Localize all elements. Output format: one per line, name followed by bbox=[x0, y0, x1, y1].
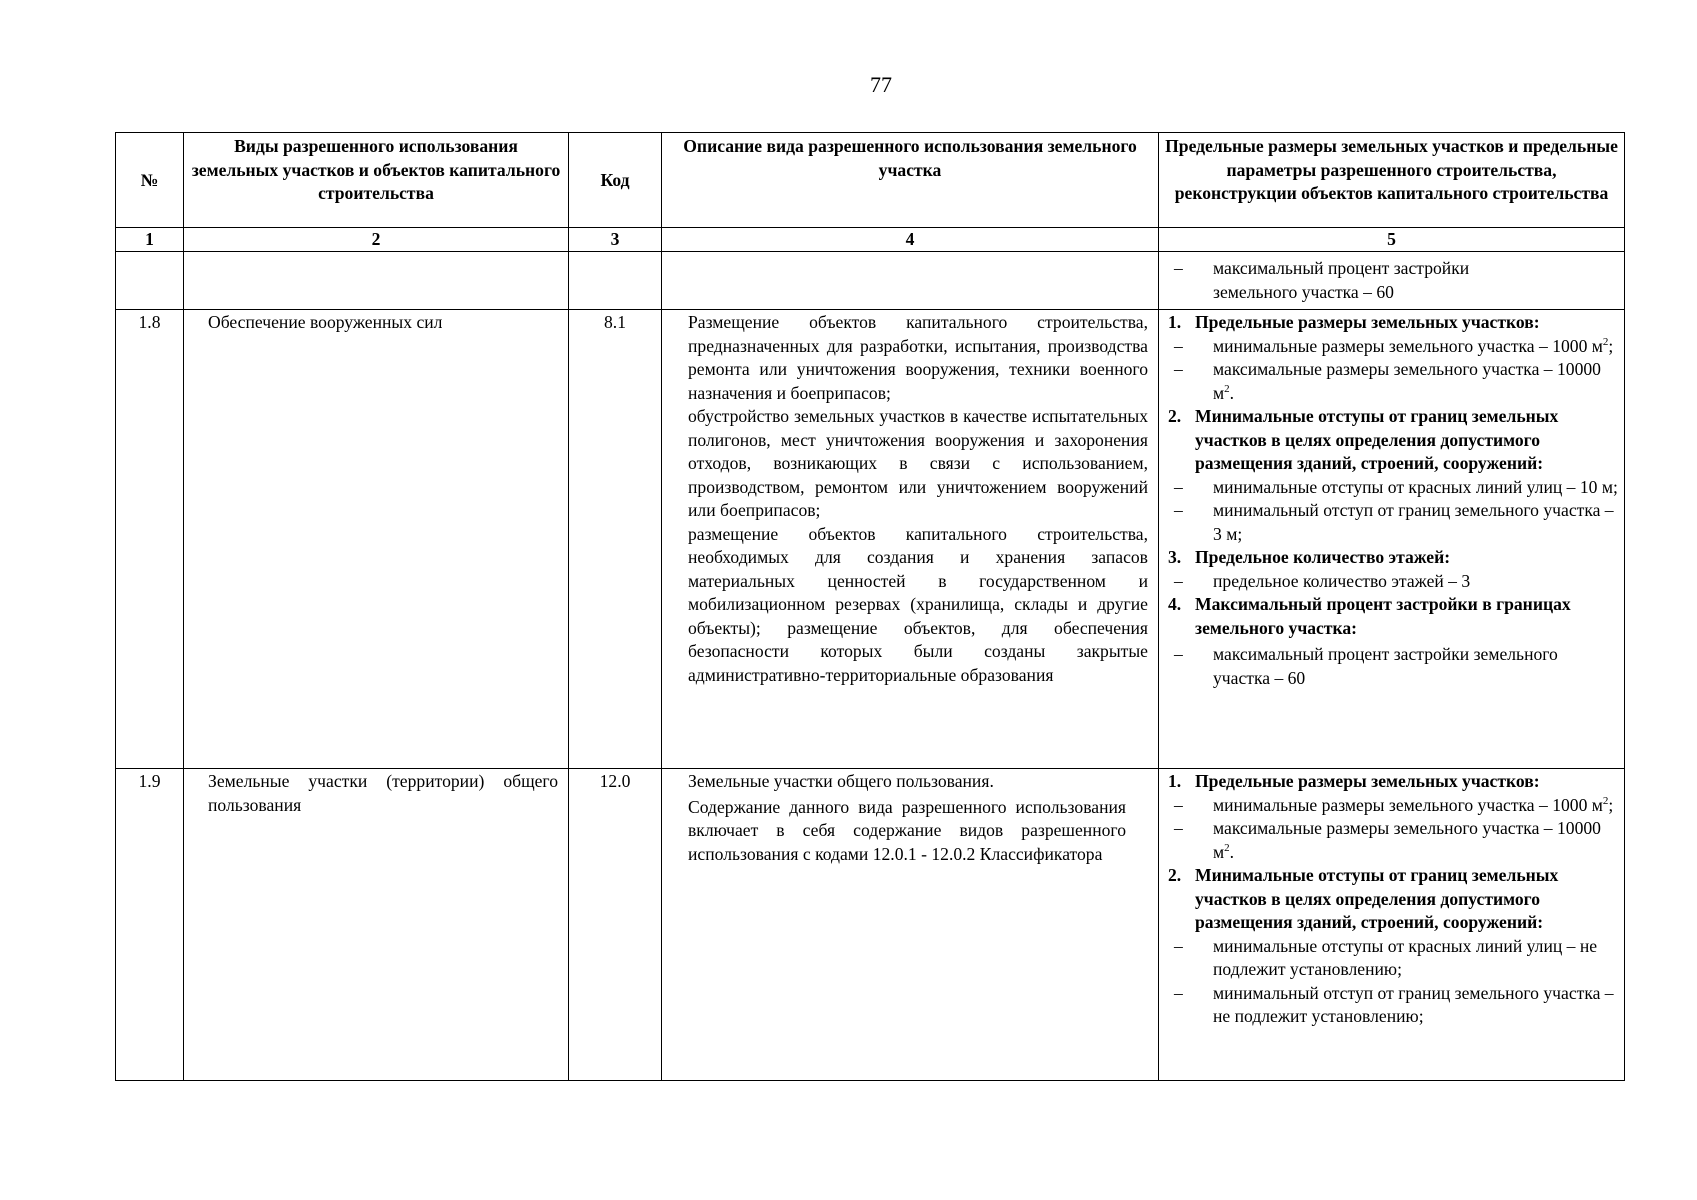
limit-item: – максимальные размеры земельного участка – 10000 $м^2$. bbox=[1168, 358, 1618, 405]
use-type: Земельные участки (территории) общего пользования bbox=[184, 769, 569, 1081]
column-numbers-row bbox=[116, 228, 1625, 252]
dash-marker: – bbox=[1174, 935, 1183, 956]
coverage-item bbox=[1168, 257, 1618, 304]
column-number: 1 bbox=[116, 228, 184, 252]
column-number: 2 bbox=[184, 228, 569, 252]
dash-marker: – bbox=[1174, 644, 1183, 664]
header-no: № bbox=[116, 133, 184, 228]
dash-marker: – bbox=[1174, 500, 1183, 520]
header-description: Описание вида разрешенного использования земельного участка bbox=[662, 133, 1159, 228]
column-number: 3 bbox=[569, 228, 662, 252]
limit-item: – максимальный процент застройки земельного участка – 60 bbox=[1168, 643, 1618, 690]
limits-heading: 2. Минимальные отступы от границ земельных участков в целях определения допустимого размещения зданий, строений, сооружений: bbox=[1168, 865, 1559, 932]
use-description bbox=[662, 769, 1159, 1081]
description-paragraph: размещение объектов капитального строительства, необходимых для создания и хранения запасов материальных ценностей в государственном и мобилизационном резервах (хранилища, склады и другие объекты); размещение объектов, для обеспечения безопасности которых были созданы закрытые административно-территориальные образования bbox=[688, 523, 1148, 685]
description-paragraph: Земельные участки общего пользования. bbox=[688, 771, 994, 791]
dash-marker: – bbox=[1174, 335, 1183, 356]
header-limits: Предельные размеры земельных участков и предельные параметры разрешенного строительства, реконструкции объектов капитального строительства bbox=[1159, 133, 1625, 228]
coverage-text: максимальный процент застройки bbox=[1213, 258, 1470, 278]
description-paragraph: Размещение объектов капитального строительства, предназначенных для разработки, испытания, производства ремонта или уничтожения вооружения, техники военного назначения и боеприпасов; bbox=[688, 312, 1148, 403]
limits-heading: 3. Предельное количество этажей: bbox=[1168, 547, 1451, 567]
land-use-table bbox=[115, 132, 1625, 1081]
limits-heading: 1. Предельные размеры земельных участков: bbox=[1168, 771, 1540, 791]
use-limits bbox=[1159, 769, 1625, 1081]
header-code: Код bbox=[569, 133, 662, 228]
dash-marker: – bbox=[1174, 359, 1183, 379]
dash-marker: – bbox=[1174, 258, 1183, 278]
dash-marker: – bbox=[1174, 794, 1183, 815]
dash-marker: – bbox=[1174, 570, 1183, 591]
coverage-text: земельного участка – 60 bbox=[1213, 281, 1394, 302]
description-paragraph: обустройство земельных участков в качестве испытательных полигонов, мест уничтожения вооружения и захоронения отходов, возникающих в связи с использованием, производством, ремонтом или уничтожением вооружений или боеприпасов; bbox=[688, 406, 1148, 520]
header-types: Виды разрешенного использования земельных участков и объектов капитального строительства bbox=[184, 133, 569, 228]
limit-item: – минимальные отступы от красных линий улиц – не подлежит установлению; bbox=[1168, 935, 1618, 982]
dash-marker: – bbox=[1174, 476, 1183, 497]
use-type: Обеспечение вооруженных сил bbox=[184, 310, 569, 769]
column-number: 4 bbox=[662, 228, 1159, 252]
limit-item: – предельное количество этажей – 3 bbox=[1168, 570, 1618, 594]
description-paragraph: Содержание данного вида разрешенного использования включает в себя содержание видов разрешенного использования с кодами 12.0.1 - 12.0.2 Классификатора bbox=[688, 796, 1126, 864]
column-number: 5 bbox=[1159, 228, 1625, 252]
limit-item: – минимальные размеры земельного участка – 1000 $м^2$; bbox=[1168, 794, 1618, 818]
row-number: 1.9 bbox=[116, 769, 184, 1081]
limits-heading: 1. Предельные размеры земельных участков: bbox=[1168, 312, 1540, 332]
row-number: 1.8 bbox=[116, 310, 184, 769]
table-row bbox=[116, 310, 1625, 769]
page-number: 77 bbox=[870, 72, 892, 97]
dash-marker: – bbox=[1174, 982, 1183, 1003]
limit-item: – максимальные размеры земельного участка – 10000 $м^2$. bbox=[1168, 817, 1618, 864]
limit-item: – минимальные отступы от красных линий улиц – 10 м; bbox=[1168, 476, 1618, 500]
limit-item: – минимальный отступ от границ земельного участка – не подлежит установлению; bbox=[1168, 982, 1618, 1029]
use-description bbox=[662, 310, 1159, 769]
table-row bbox=[116, 769, 1625, 1081]
limits-heading: 2. Минимальные отступы от границ земельных участков в целях определения допустимого размещения зданий, строений, сооружений: bbox=[1168, 406, 1559, 473]
limit-item: – минимальные размеры земельного участка – 1000 $м^2$; bbox=[1168, 335, 1618, 359]
continuation-row bbox=[116, 252, 1625, 310]
limit-item: – минимальный отступ от границ земельного участка – 3 м; bbox=[1168, 499, 1618, 546]
header-row bbox=[116, 133, 1625, 228]
use-code: 8.1 bbox=[569, 310, 662, 769]
dash-marker: – bbox=[1174, 818, 1183, 838]
use-limits bbox=[1159, 310, 1625, 769]
limits-heading: 4. Максимальный процент застройки в границах земельного участка: bbox=[1168, 594, 1571, 638]
use-code: 12.0 bbox=[569, 769, 662, 1081]
